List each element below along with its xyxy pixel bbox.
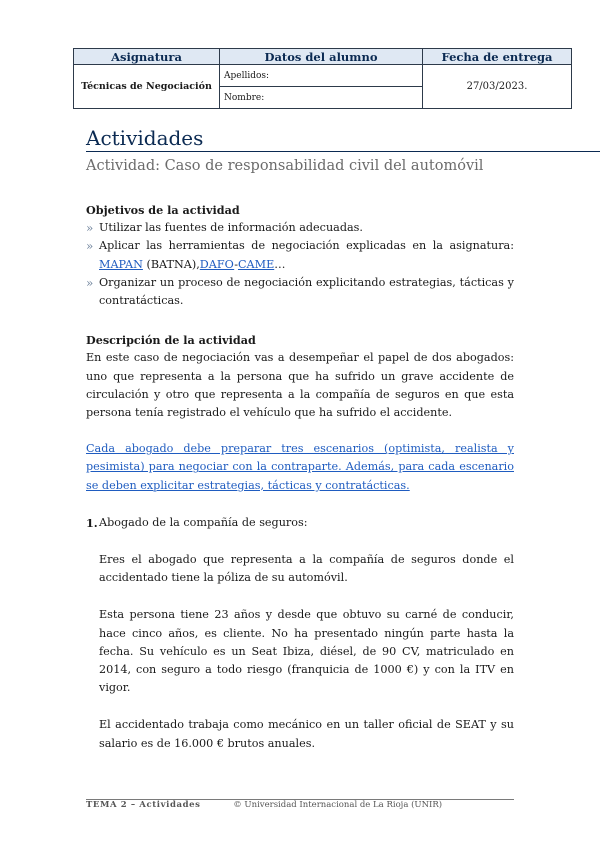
subject-cell: Técnicas de Negociación (74, 65, 220, 109)
dafo-link[interactable]: DAFO (199, 257, 235, 271)
section-paragraph: Esta persona tiene 23 años y desde que obtuvo su carné de conducir, hace cinco años, es cliente. No ha presentado ningún parte hasta la fecha. Su vehículo es un Seat Ibiza, diésel, de 90 CV, matriculado en 2014, con seguro a todo riesgo (franquicia de 1000 €) y con la ITV en vigor. (99, 608, 514, 695)
surname-field[interactable]: Apellidos: (220, 65, 423, 87)
footer-topic: TEMA 2 – Actividades (86, 800, 201, 810)
description-heading: Descripción de la actividad (86, 333, 256, 348)
footer-copyright: © Universidad Internacional de La Rioja (UNIR) (233, 800, 443, 810)
name-field[interactable]: Nombre: (220, 87, 423, 109)
document-body (86, 201, 514, 753)
page-footer (86, 800, 514, 810)
description-paragraph: En este caso de negociación vas a desempeñar el papel de dos abogados: uno que representa a la persona que ha sufrido un grave accidente de circulación y otro que representa a la compañía de seguros en que esta persona tenía registrado el vehículo que ha sufrido el accidente. (86, 351, 514, 420)
bullet-arrow-icon: » (86, 221, 94, 236)
objectives-list (86, 219, 514, 310)
bullet-arrow-icon: » (86, 275, 94, 290)
section-heading: 1. Abogado de la compañía de seguros: (86, 515, 308, 530)
activity-subtitle: Actividad: Caso de responsabilidad civil del automóvil (86, 158, 484, 174)
col-subject-header: Asignatura (74, 49, 220, 65)
title-divider (86, 151, 600, 152)
page-title: Actividades (86, 126, 204, 150)
objectives-heading: Objetivos de la actividad (86, 203, 240, 217)
mapan-link[interactable]: MAPAN (99, 257, 143, 271)
col-student-header: Datos del alumno (220, 49, 423, 65)
objective-item: » Aplicar las herramientas de negociación explicadas en la asignatura: MAPAN (BATNA),DAFO-CAME… (86, 239, 514, 271)
header-table (73, 48, 572, 109)
objective-item: » Organizar un proceso de negociación explicitando estrategias, tácticas y contratácticas. (86, 275, 514, 308)
instructions-link-text[interactable]: Cada abogado debe preparar tres escenarios (optimista, realista y pesimista) para negociar con la contraparte. Además, para cada escenario se deben explicitar estrategias, tácticas y contratácticas. (86, 442, 514, 492)
col-date-header: Fecha de entrega (423, 49, 572, 65)
due-date-cell: 27/03/2023. (423, 65, 572, 109)
bullet-arrow-icon: » (86, 239, 94, 254)
came-link[interactable]: CAME (237, 257, 275, 271)
section-paragraph: El accidentado trabaja como mecánico en un taller oficial de SEAT y su salario es de 16.000 € brutos anuales. (99, 718, 514, 750)
section-paragraph: Eres el abogado que representa a la compañía de seguros donde el accidentado tiene la póliza de su automóvil. (99, 553, 514, 585)
objective-item: » Utilizar las fuentes de información adecuadas. (86, 219, 514, 237)
